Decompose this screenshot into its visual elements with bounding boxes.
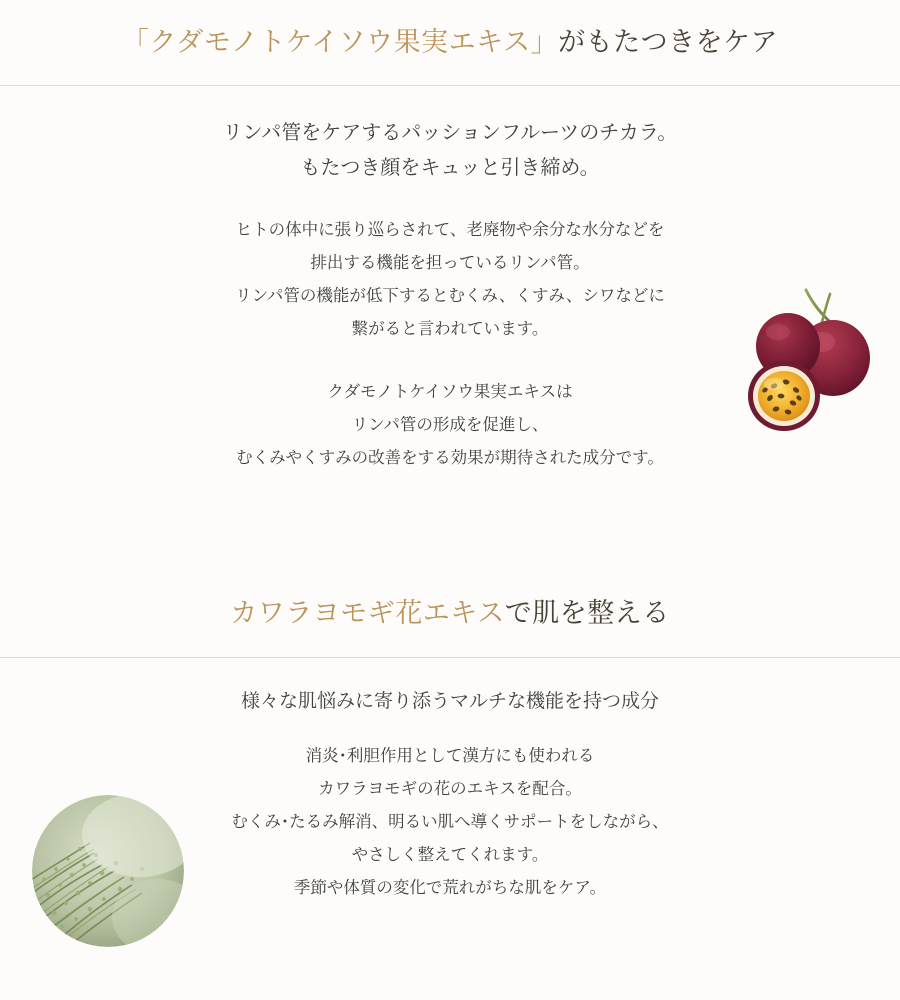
section1-p1-line-2: 排出する機能を担っているリンパ管。 [310, 253, 590, 272]
section2-line-3: むくみ･たるみ解消、明るい肌へ導くサポートをしながら、 [231, 813, 669, 832]
section2-heading-dark: で肌を整える [504, 597, 670, 628]
section1-lead [0, 116, 900, 186]
section2-line-2: カワラヨモギの花のエキスを配合。 [318, 780, 582, 799]
kawara-yomogi-image [32, 795, 184, 947]
section1-p1-line-4: 繋がると言われています。 [351, 319, 549, 338]
section1-heading-dark: がもたつきをケア [558, 27, 779, 57]
section1-heading-gold: 「クダモノトケイソウ果実エキス」 [121, 27, 559, 57]
section2-heading [0, 593, 900, 634]
passion-fruit-image [702, 272, 872, 442]
section1-heading [0, 22, 900, 63]
section2-line-4: やさしく整えてくれます。 [351, 846, 549, 865]
section1-lead-line-1: リンパ管をケアするパッションフルーツのチカラ。 [222, 121, 678, 144]
section2-line-5: 季節や体質の変化で荒れがちな肌をケア。 [293, 879, 607, 898]
section1-p2-line-1: クダモノトケイソウ果実エキスは [327, 382, 573, 401]
section2-line-1: 消炎･利胆作用として漢方にも使われる [305, 747, 595, 766]
section1-p2-line-3: むくみやくすみの改善をする効果が期待された成分です。 [236, 448, 664, 467]
section1-p1-line-1: ヒトの体中に張り巡らされて、老廃物や余分な水分などを [235, 220, 665, 239]
section2-heading-gold: カワラヨモギ花エキス [230, 597, 505, 628]
section2-sub-lead: 様々な肌悩みに寄り添うマルチな機能を持つ成分 [240, 691, 659, 712]
section1-p1-line-3: リンパ管の機能が低下するとむくみ、くすみ、シワなどに [235, 286, 665, 305]
section1-lead-line-2: もたつき顔をキュッと引き締め。 [300, 156, 600, 179]
divider-1 [0, 85, 900, 86]
divider-2 [0, 657, 900, 658]
section1-p2-line-2: リンパ管の形成を促進し、 [351, 415, 549, 434]
